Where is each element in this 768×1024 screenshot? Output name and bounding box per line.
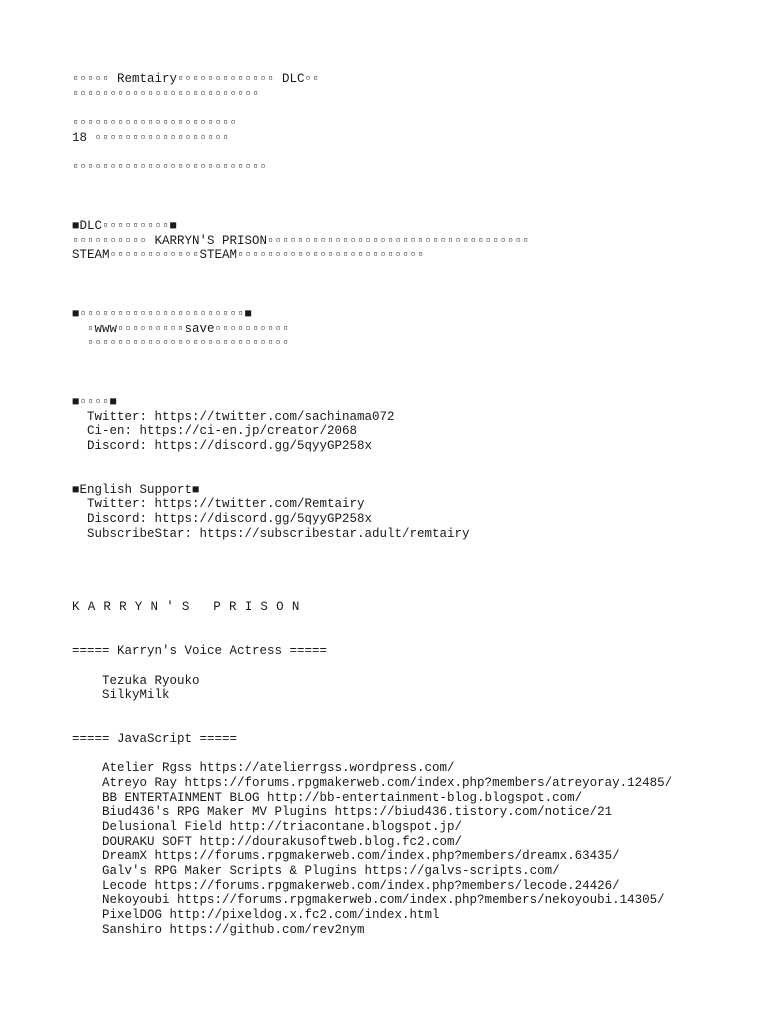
credit-name: Tezuka Ryouko [102, 673, 200, 688]
credit-line: Biud436's RPG Maker MV Plugins https://biud436.tistory.com/notice/21 [102, 805, 613, 820]
intro-line [72, 145, 732, 160]
credit-name: SilkyMilk [102, 688, 170, 703]
subscribestar-link[interactable]: SubscribeStar: https://subscribestar.adult/remtairy [87, 526, 470, 541]
twitter-link[interactable]: Twitter: https://twitter.com/sachinama072 [87, 409, 395, 424]
credit-line: Nekoyoubi https://forums.rpgmakerweb.com/index.php?members/nekoyoubi.14305/ [102, 893, 665, 908]
voice-actress-heading: ===== Karryn's Voice Actress ===== [72, 644, 328, 659]
credit-line: Atreyo Ray https://forums.rpgmakerweb.com/index.php?members/atreyoray.12485/ [102, 775, 673, 790]
document-page [72, 72, 732, 938]
javascript-section [72, 732, 732, 938]
save-heading: ■▫▫▫▫▫▫▫▫▫▫▫▫▫▫▫▫▫▫▫▫▫▫■ [72, 306, 253, 321]
save-section [72, 307, 732, 351]
contact-heading: ■▫▫▫▫■ [72, 394, 118, 409]
credit-line: Galv's RPG Maker Scripts & Plugins https://galvs-scripts.com/ [102, 864, 560, 879]
english-twitter-link[interactable]: Twitter: https://twitter.com/Remtairy [87, 497, 365, 512]
save-line: ▫▫▫▫▫▫▫▫▫▫▫▫▫▫▫▫▫▫▫▫▫▫▫▫▫▫▫ [87, 336, 290, 351]
intro-line [72, 101, 732, 116]
intro-line: 18 ▫▫▫▫▫▫▫▫▫▫▫▫▫▫▫▫▫▫ [72, 130, 230, 145]
game-title: KARRYN'S PRISON [72, 600, 308, 615]
spacer [72, 175, 732, 219]
contact-section [72, 395, 732, 454]
credit-line: Lecode https://forums.rpgmakerweb.com/index.php?members/lecode.24426/ [102, 878, 620, 893]
intro-line: ▫▫▫▫▫▫▫▫▫▫▫▫▫▫▫▫▫▫▫▫▫▫▫▫▫ [72, 86, 260, 101]
save-line: ▫www▫▫▫▫▫▫▫▫▫save▫▫▫▫▫▫▫▫▫▫ [87, 321, 290, 336]
dlc-heading: ■DLC▫▫▫▫▫▫▫▫▫■ [72, 218, 178, 233]
dlc-line: ▫▫▫▫▫▫▫▫▫▫ KARRYN'S PRISON▫▫▫▫▫▫▫▫▫▫▫▫▫▫▫▫▫▫▫▫▫▫▫▫▫▫▫▫▫▫▫▫▫▫▫ [72, 233, 530, 248]
spacer [72, 263, 732, 307]
dlc-line: STEAM▫▫▫▫▫▫▫▫▫▫▫▫STEAM▫▫▫▫▫▫▫▫▫▫▫▫▫▫▫▫▫▫▫▫▫▫▫▫▫ [72, 248, 425, 263]
discord-link[interactable]: Discord: https://discord.gg/5qyyGP258x [87, 439, 373, 453]
spacer [72, 747, 732, 762]
credit-line: Atelier Rgss https://atelierrgss.wordpress.com/ [102, 761, 455, 776]
spacer [72, 615, 732, 644]
intro-line: ▫▫▫▫▫ Remtairy▫▫▫▫▫▫▫▫▫▫▫▫▫ DLC▫▫ [72, 72, 320, 86]
english-discord-link[interactable]: Discord: https://discord.gg/5qyyGP258x [87, 512, 373, 527]
credit-line: Sanshiro https://github.com/rev2nym [102, 922, 365, 937]
credit-line: BB ENTERTAINMENT BLOG http://bb-entertainment-blog.blogspot.com/ [102, 790, 583, 805]
spacer [72, 703, 732, 732]
intro-line: ▫▫▫▫▫▫▫▫▫▫▫▫▫▫▫▫▫▫▫▫▫▫ [72, 116, 238, 131]
intro-line: ▫▫▫▫▫▫▫▫▫▫▫▫▫▫▫▫▫▫▫▫▫▫▫▫▫▫ [72, 160, 268, 175]
spacer [72, 541, 732, 600]
ci-en-link[interactable]: Ci-en: https://ci-en.jp/creator/2068 [87, 424, 358, 439]
dlc-section [72, 219, 732, 263]
spacer [72, 454, 732, 483]
credit-line: Delusional Field http://triacontane.blogspot.jp/ [102, 820, 463, 834]
credit-line: DOURAKU SOFT http://dourakusoftweb.blog.fc2.com/ [102, 834, 463, 849]
spacer [72, 659, 732, 674]
voice-actress-section [72, 644, 732, 703]
credit-line: DreamX https://forums.rpgmakerweb.com/index.php?members/dreamx.63435/ [102, 849, 620, 864]
english-support-section [72, 483, 732, 542]
credit-line: PixelDOG http://pixeldog.x.fc2.com/index.html [102, 908, 440, 923]
intro-block [72, 72, 732, 175]
javascript-heading: ===== JavaScript ===== [72, 731, 238, 746]
spacer [72, 351, 732, 395]
english-support-heading: ■English Support■ [72, 482, 200, 497]
